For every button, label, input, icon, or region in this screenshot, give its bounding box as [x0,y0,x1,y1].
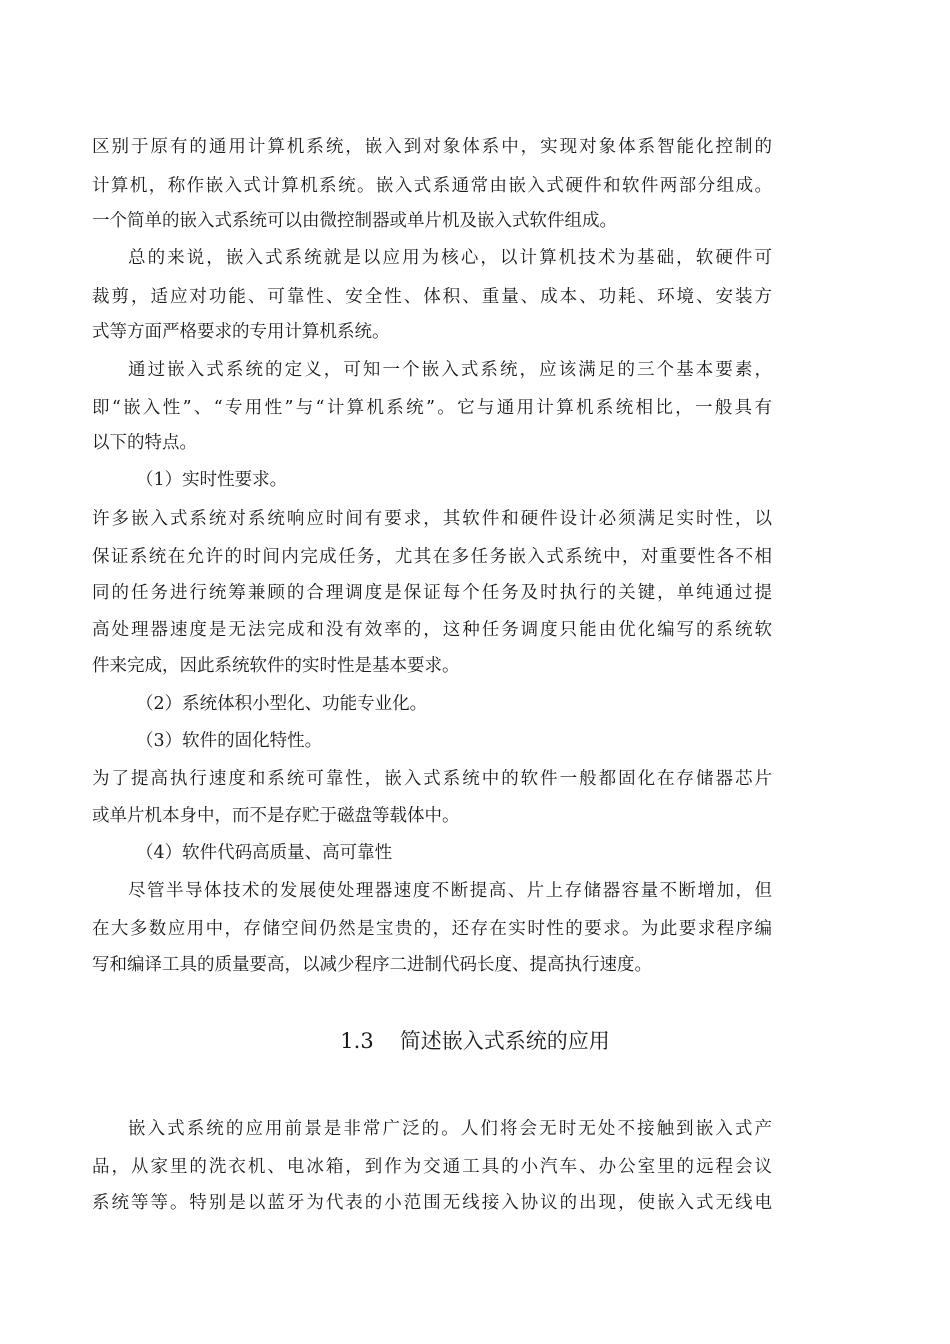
paragraph-line: 一个简单的嵌入式系统可以由微控制器或单片机及嵌入式软件组成。 [92,211,617,231]
paragraph-line: 总的来说，嵌入式系统就是以应用为核心，以计算机技术为基础，软硬件可 [128,248,772,268]
section-heading [0,1027,950,1055]
paragraph-line: 品，从家里的洗衣机、电冰箱，到作为交通工具的小汽车、办公室里的远程会议 [92,1157,772,1177]
paragraph-line: 区别于原有的通用计算机系统，嵌入到对象体系中，实现对象体系智能化控制的 [92,137,772,157]
paragraph-line: 件来完成，因此系统软件的实时性是基本要求。 [92,656,460,676]
list-item-heading: （3）软件的固化特性。 [136,731,323,751]
paragraph-line: 高处理器速度是无法完成和没有效率的，这种任务调度只能由优化编写的系统软 [92,620,772,640]
section-title: 简述嵌入式系统的应用 [399,1029,610,1053]
paragraph-line: 即“嵌入性”、“专用性”与“计算机系统”。它与通用计算机系统相比，一般具有 [92,398,772,418]
paragraph-line: 式等方面严格要求的专用计算机系统。 [92,322,390,342]
list-item-heading: （1）实时性要求。 [136,470,288,490]
list-item-heading: （2）系统体积小型化、功能专业化。 [136,694,428,714]
paragraph-line: 尽管半导体技术的发展使处理器速度不断提高、片上存储器容量不断增加，但 [128,881,772,901]
paragraph-line: 裁剪，适应对功能、可靠性、安全性、体积、重量、成本、功耗、环境、安装方 [92,287,772,307]
paragraph-line: 或单片机本身中，而不是存贮于磁盘等载体中。 [92,806,460,826]
paragraph-line: 系统等等。特别是以蓝牙为代表的小范围无线接入协议的出现，使嵌入式无线电 [92,1193,772,1213]
paragraph-line: 为了提高执行速度和系统可靠性，嵌入式系统中的软件一般都固化在存储器芯片 [92,769,772,789]
paragraph-line: 嵌入式系统的应用前景是非常广泛的。人们将会无时无处不接触到嵌入式产 [128,1119,772,1139]
paragraph-line: 写和编译工具的质量要高，以减少程序二进制代码长度、提高执行速度。 [92,955,652,975]
paragraph-line: 以下的特点。 [92,433,197,453]
paragraph-line: 同的任务进行统筹兼顾的合理调度是保证每个任务及时执行的关键，单纯通过提 [92,583,772,603]
paragraph-line: 计算机，称作嵌入式计算机系统。嵌入式系通常由嵌入式硬件和软件两部分组成。 [92,176,772,196]
list-item-heading: （4）软件代码高质量、高可靠性 [136,843,393,863]
paragraph-line: 许多嵌入式系统对系统响应时间有要求，其软件和硬件设计必须满足实时性，以 [92,509,772,529]
paragraph-line: 保证系统在允许的时间内完成任务，尤其在多任务嵌入式系统中，对重要性各不相 [92,547,772,567]
paragraph-line: 在大多数应用中，存储空间仍然是宝贵的，还存在实时性的要求。为此要求程序编 [92,919,772,939]
paragraph-line: 通过嵌入式系统的定义，可知一个嵌入式系统，应该满足的三个基本要素， [128,360,772,380]
section-number: 1.3 [340,1029,374,1053]
